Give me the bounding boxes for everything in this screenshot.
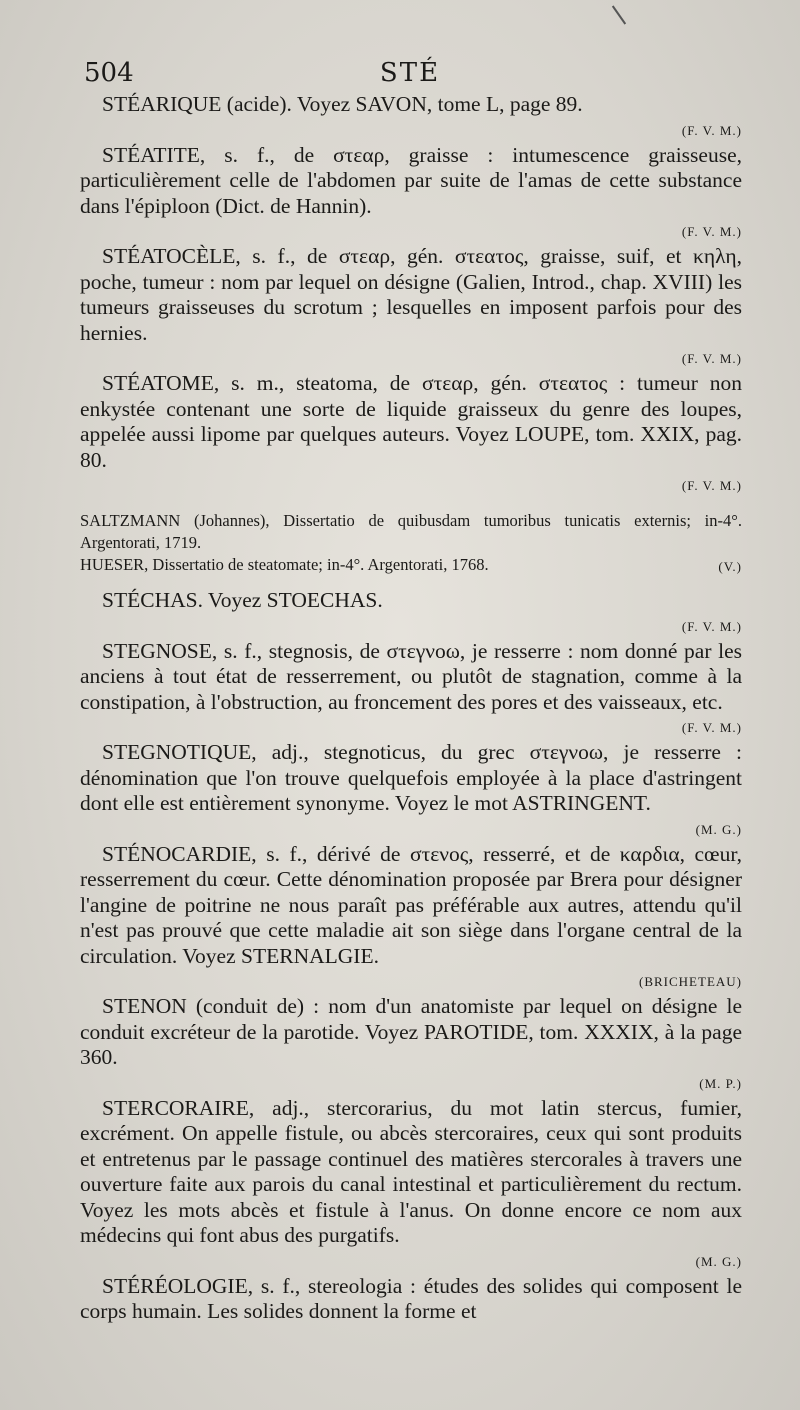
entry-signature: (M. G.) — [695, 821, 742, 837]
entry-signature: (F. V. M.) — [681, 351, 742, 366]
bibliography-item: SALTZMANN (Johannes), Dissertatio de quibusdam tumoribus tunicatis externis; in-4°. Argentorati, 1719. — [80, 511, 742, 552]
dictionary-entry — [80, 92, 742, 143]
entry-text: STÉARIQUE (acide). Voyez SAVON, tome L, page 89. — [102, 92, 583, 116]
entry-signature: (BRICHETEAU) — [639, 974, 742, 989]
dictionary-body — [80, 92, 742, 1325]
entry-signature: (M. P.) — [699, 1075, 742, 1091]
entry-signature: (F. V. M.) — [681, 720, 742, 735]
dictionary-entry — [80, 588, 742, 639]
scan-mark — [612, 5, 626, 24]
entry-signature: (M. G.) — [695, 1253, 742, 1269]
entry-signature: (F. V. M.) — [681, 224, 742, 239]
entry-text: STEGNOSE, s. f., stegnosis, de στεγνοω, je resserre : nom donné par les anciens à tout état de resserrement, ou plutôt de stagnation, comme à la constipation, à l'obstruction, au froncement des pores et des vaisseaux, etc. — [80, 638, 742, 714]
entry-signature: (F. V. M.) — [681, 478, 742, 493]
bibliography — [80, 510, 742, 576]
dictionary-entry — [80, 994, 742, 1096]
entries-group-2 — [80, 588, 742, 1325]
bibliography-item: HUESER, Dissertatio de steatomate; in-4°. Argentorati, 1768. (V.) — [80, 554, 742, 576]
entries-group-1 — [80, 92, 742, 498]
entry-text: STÉCHAS. Voyez STOECHAS. — [102, 588, 383, 612]
dictionary-entry — [80, 639, 742, 741]
bibliography-signature: (V.) — [718, 559, 742, 574]
entry-text: STÉATOME, s. m., steatoma, de στεαρ, gén. στεατος : tumeur non enkystée contenant une sorte de liquide graisseux du genre des loupes, appelée aussi lipome par quelques auteurs. Voyez LOUPE, tom. XXIX, pag. 80. — [80, 371, 742, 472]
entry-text: STERCORAIRE, adj., stercorarius, du mot latin stercus, fumier, excrément. On appelle fistule, ou abcès stercoraires, ceux qui sont produits et entretenus par le passage continuel des matières stercorales à travers une ouverture faite aux parois du canal intestinal et particulièrement du rectum. Voyez les mots abcès et fistule à l'anus. On donne encore ce nom aux médecins qui font abus des purgatifs. — [80, 1095, 742, 1247]
dictionary-entry — [80, 244, 742, 371]
running-head: STÉ — [379, 58, 441, 88]
entry-text: STÉRÉOLOGIE, s. f., stereologia : études des solides qui composent le corps humain. Les solides donnent la forme et — [80, 1273, 742, 1323]
dictionary-entry — [80, 1096, 742, 1274]
page-number: 504 — [84, 58, 134, 88]
dictionary-entry — [80, 740, 742, 842]
page-header — [80, 58, 740, 94]
entry-text: STEGNOTIQUE, adj., stegnoticus, du grec στεγνοω, je resserre : dénomination que l'on trouve quelquefois employée à la place d'astringent dont elle est entièrement synonyme. Voyez le mot ASTRINGENT. — [80, 740, 742, 815]
entry-text: STÉNOCARDIE, s. f., dérivé de στενος, resserré, et de καρδια, cœur, resserrement du cœur. Cette dénomination proposée par Brera pour désigner l'angine de poitrine ne nous paraît pas préférable aux autres, attendu qu'il n'est pas prouvé que cette maladie ait son siège dans l'organe central de la circulation. Voyez STERNALGIE. — [80, 841, 742, 968]
entry-signature: (F. V. M.) — [681, 618, 742, 634]
entry-text: STENON (conduit de) : nom d'un anatomiste par lequel on désigne le conduit excréteur de la parotide. Voyez PAROTIDE, tom. XXXIX, à la page 360. — [80, 994, 742, 1069]
dictionary-entry — [80, 1274, 742, 1325]
dictionary-entry — [80, 371, 742, 498]
entry-text: STÉATOCÈLE, s. f., de στεαρ, gén. στεατος, graisse, suif, et κηλη, poche, tumeur : nom par lequel on désigne (Galien, Introd., chap. XVIII) les tumeurs graisseuses du scrotum ; lesquelles en imposent parfois pour des hernies. — [80, 244, 742, 345]
dictionary-entry — [80, 842, 742, 995]
entry-text: STÉATITE, s. f., de στεαρ, graisse : intumescence graisseuse, particulièrement celle de l'abdomen par suite de l'amas de cette substance dans l'épiploon (Dict. de Hannin). — [80, 142, 742, 218]
entry-signature: (F. V. M.) — [681, 122, 742, 138]
dictionary-entry — [80, 143, 742, 245]
